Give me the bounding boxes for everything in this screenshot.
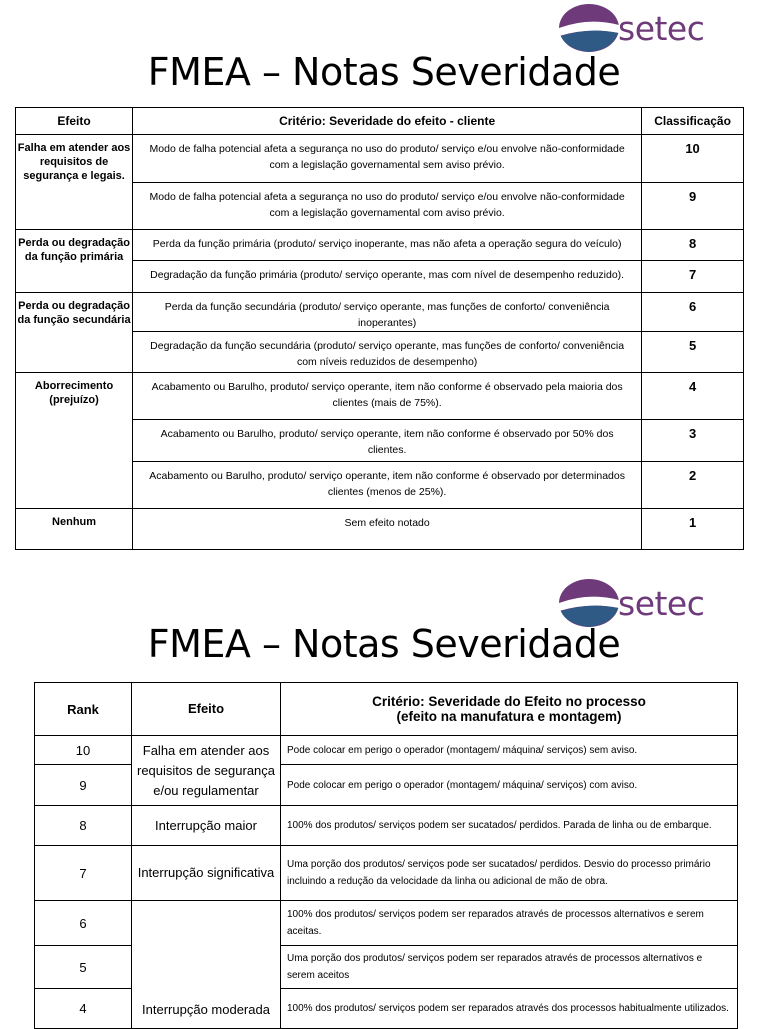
table-row [16,293,744,332]
criterio-cell: 100% dos produtos/ serviços podem ser reparados através dos processos habitualmente utilizados. [281,989,738,1029]
header-criterio-line2: (efeito na manufatura e montagem) [396,709,622,724]
header-efeito: Efeito [16,108,133,135]
criterio-cell: Modo de falha potencial afeta a segurança no uso do produto/ serviço e/ou envolve não-conformidade com a legislação governamental sem aviso prévio. [133,135,642,183]
efeito-cell: Interrupção maior [132,806,281,846]
criterio-cell: Acabamento ou Barulho, produto/ serviço operante, item não conforme é observado por determinados clientes (menos de 25%). [133,462,642,509]
table-row [35,846,738,901]
setec-logo [558,3,704,53]
classificacao-cell: 6 [642,293,744,332]
rank-cell: 9 [35,765,132,806]
table-header-row [16,108,744,135]
efeito-cell: Interrupção significativa [132,846,281,901]
rank-cell: 10 [35,736,132,765]
table-header-row [35,683,738,736]
setec-logo [558,578,704,628]
criterio-cell: Perda da função secundária (produto/ serviço operante, mas funções de conforto/ conveniência inoperantes) [133,293,642,332]
rank-cell: 7 [35,846,132,901]
setec-logo-text: setec [618,8,705,48]
rank-cell: 4 [35,989,132,1029]
classificacao-cell: 2 [642,462,744,509]
header-classificacao: Classificação [642,108,744,135]
criterio-cell: Degradação da função secundária (produto/ serviço operante, mas funções de conforto/ conveniência com níveis reduzidos de desempenho) [133,332,642,373]
severity-table-processo [34,682,738,1029]
table-row [35,901,738,946]
criterio-cell: 100% dos produtos/ serviços podem ser sucatados/ perdidos. Parada de linha ou de embarque. [281,806,738,846]
table-row [35,806,738,846]
efeito-cell: Interrupção moderada [132,901,281,1029]
criterio-cell: Modo de falha potencial afeta a segurança no uso do produto/ serviço e/ou envolve não-conformidade com a legislação governamental com aviso prévio. [133,183,642,230]
severity-table-cliente [15,107,744,550]
classificacao-cell: 9 [642,183,744,230]
rank-cell: 5 [35,946,132,989]
criterio-cell: Pode colocar em perigo o operador (montagem/ máquina/ serviços) com aviso. [281,765,738,806]
classificacao-cell: 3 [642,420,744,462]
header-rank: Rank [35,683,132,736]
slide-2 [0,574,768,1024]
criterio-cell: Uma porção dos produtos/ serviços pode ser sucatados/ perdidos. Desvio do processo primário incluindo a redução da velocidade da linha ou adicional de mão de obra. [281,846,738,901]
criterio-cell: Pode colocar em perigo o operador (montagem/ máquina/ serviços) sem aviso. [281,736,738,765]
criterio-cell: Acabamento ou Barulho, produto/ serviço operante, item não conforme é observado por 50% dos clientes. [133,420,642,462]
criterio-cell: 100% dos produtos/ serviços podem ser reparados através de processos alternativos e serem aceitas. [281,901,738,946]
criterio-cell: Perda da função primária (produto/ serviço inoperante, mas não afeta a operação segura do veículo) [133,230,642,261]
header-criterio: Critério: Severidade do efeito - cliente [133,108,642,135]
header-criterio-line1: Critério: Severidade do Efeito no processo [372,694,646,709]
setec-globe-icon [558,578,620,628]
table-row [16,509,744,550]
table-row [35,736,738,765]
criterio-cell: Degradação da função primária (produto/ serviço operante, mas com nível de desempenho reduzido). [133,261,642,293]
rank-cell: 6 [35,901,132,946]
efeito-cell: Perda ou degradação da função primária [16,230,133,293]
classificacao-cell: 8 [642,230,744,261]
classificacao-cell: 4 [642,373,744,420]
classificacao-cell: 7 [642,261,744,293]
classificacao-cell: 5 [642,332,744,373]
classificacao-cell: 10 [642,135,744,183]
page-title: FMEA – Notas Severidade [147,50,621,94]
setec-globe-icon [558,3,620,53]
efeito-cell: Falha em atender aos requisitos de segurança e legais. [16,135,133,230]
table-row [16,230,744,261]
criterio-cell: Uma porção dos produtos/ serviços podem ser reparados através de processos alternativos e serem aceitos [281,946,738,989]
efeito-cell: Nenhum [16,509,133,550]
classificacao-cell: 1 [642,509,744,550]
table-row [16,373,744,420]
efeito-cell: Perda ou degradação da função secundária [16,293,133,373]
efeito-cell: Falha em atender aos requisitos de segurança e/ou regulamentar [132,736,281,806]
criterio-cell: Acabamento ou Barulho, produto/ serviço operante, item não conforme é observado pela maioria dos clientes (mais de 75%). [133,373,642,420]
page-title: FMEA – Notas Severidade [147,622,621,666]
criterio-cell: Sem efeito notado [133,509,642,550]
rank-cell: 8 [35,806,132,846]
table-row [16,135,744,183]
header-criterio [281,683,738,736]
efeito-cell: Aborrecimento (prejuízo) [16,373,133,509]
setec-logo-text: setec [618,583,705,623]
header-efeito: Efeito [132,683,281,736]
